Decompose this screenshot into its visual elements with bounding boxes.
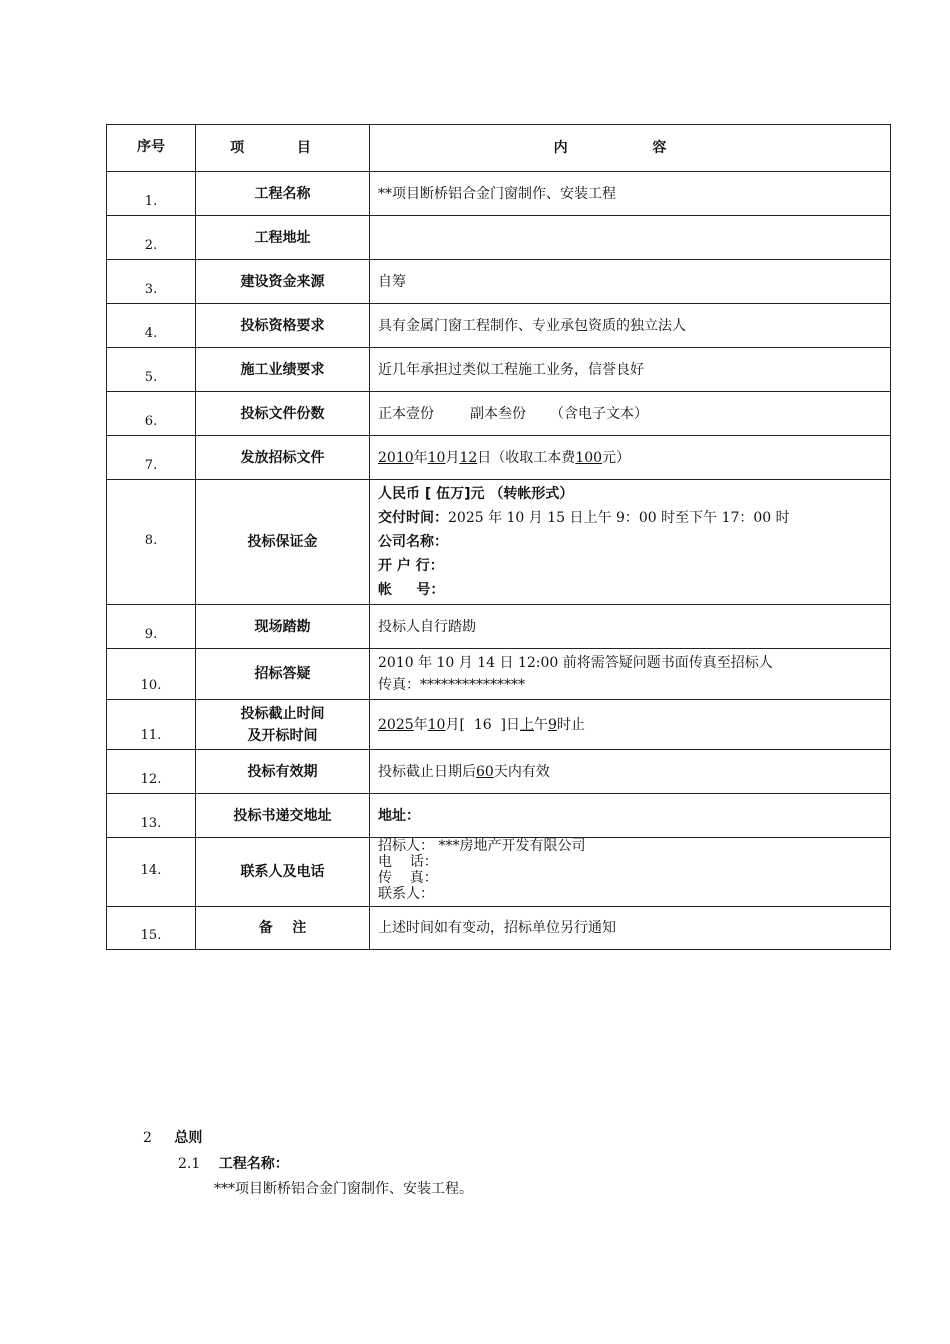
deposit-time-text: 2025 年 10 月 15 日上午 9：00 时至下午 17：00 时 (448, 510, 790, 526)
table-row (107, 838, 891, 907)
header-content: 内 容 (370, 125, 891, 172)
row-number: 8. (107, 480, 196, 605)
deadline-year: 2025 (378, 716, 414, 733)
row-item: 现场踏勘 (196, 605, 370, 649)
row-content: 自筹 (370, 260, 891, 304)
header-serial: 序号 (107, 125, 196, 172)
validity-pre: 投标截止日期后 (378, 763, 476, 780)
row-content: 近几年承担过类似工程施工业务，信誉良好 (370, 348, 891, 392)
row-content: 地址： (370, 794, 891, 838)
header-item: 项 目 (196, 125, 370, 172)
row-item: 投标文件份数 (196, 392, 370, 436)
deposit-amount: 人民币 [ 伍万]元 （转帐形式） (378, 486, 574, 502)
row-number: 9. (107, 605, 196, 649)
row-content: 上述时间如有变动，招标单位另行通知 (370, 907, 891, 950)
row-content (370, 649, 891, 700)
qa-fax: 传真：*************** (378, 677, 525, 693)
deposit-time-label: 交付时间： (378, 510, 448, 526)
table-row (107, 304, 891, 348)
table-row (107, 907, 891, 950)
row-content (370, 838, 891, 907)
row-content (370, 750, 891, 794)
fax-label: 传 真： (378, 870, 438, 886)
bank-label: 开 户 行： (378, 558, 444, 574)
row-number: 14. (107, 838, 196, 907)
deposit-time (378, 506, 882, 530)
row-item-line2: 及开标时间 (247, 727, 318, 744)
subsection-heading (178, 1153, 289, 1173)
row-number: 4. (107, 304, 196, 348)
row-item (196, 700, 370, 750)
deadline-ampm: 上 (520, 716, 535, 733)
row-number: 5. (107, 348, 196, 392)
year-label: 年 (413, 716, 428, 733)
row-number: 1. (107, 172, 196, 216)
table-row (107, 436, 891, 480)
section-body: ***项目断桥铝合金门窗制作、安装工程。 (214, 1181, 473, 1197)
fee-amount: 100 (575, 449, 603, 466)
row-number: 13. (107, 794, 196, 838)
subsection-title: 工程名称： (218, 1156, 289, 1172)
phone-label: 电 话： (378, 854, 438, 870)
row-content (370, 436, 891, 480)
hour-label: 时止 (556, 716, 585, 733)
row-item: 工程名称 (196, 172, 370, 216)
duplicate-copies: 副本叁份 (470, 405, 526, 422)
row-content (370, 700, 891, 750)
row-item: 联系人及电话 (196, 838, 370, 907)
row-number: 6. (107, 392, 196, 436)
table-row (107, 216, 891, 260)
row-item: 投标资格要求 (196, 304, 370, 348)
table-row (107, 605, 891, 649)
row-number: 7. (107, 436, 196, 480)
section-heading (143, 1127, 202, 1147)
row-number: 10. (107, 649, 196, 700)
section-title: 总则 (174, 1130, 203, 1146)
issue-year: 2010 (378, 449, 414, 466)
validity-post: 天内有效 (493, 763, 550, 780)
table-row (107, 392, 891, 436)
electronic-note: （含电子文本） (550, 405, 648, 422)
table-row (107, 794, 891, 838)
row-content (370, 392, 891, 436)
row-item: 招标答疑 (196, 649, 370, 700)
row-content: 投标人自行踏勘 (370, 605, 891, 649)
year-label: 年 (413, 449, 428, 466)
subsection-number: 2.1 (178, 1156, 201, 1172)
row-item: 施工业绩要求 (196, 348, 370, 392)
qa-deadline: 2010 年 10 月 14 日 12:00 前将需答疑问题书面传真至招标人 (378, 655, 773, 671)
row-item: 建设资金来源 (196, 260, 370, 304)
row-item: 投标书递交地址 (196, 794, 370, 838)
row-item: 投标保证金 (196, 480, 370, 605)
month-label: 月 (445, 449, 460, 466)
table-row (107, 172, 891, 216)
row-item: 发放招标文件 (196, 436, 370, 480)
issue-month: 10 (427, 449, 446, 466)
row-content: 具有金属门窗工程制作、专业承包资质的独立法人 (370, 304, 891, 348)
deadline-hour: 9 (548, 716, 557, 733)
row-item: 投标有效期 (196, 750, 370, 794)
bid-info-table (106, 124, 891, 950)
row-number: 15. (107, 907, 196, 950)
table-row (107, 260, 891, 304)
table-row (107, 480, 891, 605)
row-item: 工程地址 (196, 216, 370, 260)
ampm-label: 午 (534, 716, 549, 733)
row-number: 2. (107, 216, 196, 260)
section-number: 2 (143, 1130, 152, 1146)
tenderer-line: 招标人： ***房地产开发有限公司 (378, 838, 586, 854)
original-copies: 正本壹份 (378, 405, 434, 422)
row-content: **项目断桥铝合金门窗制作、安装工程 (370, 172, 891, 216)
account-label: 帐 号： (378, 582, 445, 598)
issue-day: 12 (459, 449, 478, 466)
table-header-row (107, 125, 891, 172)
row-number: 3. (107, 260, 196, 304)
deadline-month: 10 (427, 716, 446, 733)
contact-label: 联系人： (378, 886, 434, 902)
validity-days: 60 (476, 763, 494, 780)
row-item: 备 注 (196, 907, 370, 950)
table-row (107, 700, 891, 750)
row-item-line1: 投标截止时间 (240, 705, 325, 722)
day-label: 日（收取工本费 (477, 449, 576, 466)
table-row (107, 348, 891, 392)
row-content (370, 480, 891, 605)
table-row (107, 750, 891, 794)
row-content (370, 216, 891, 260)
deadline-day: 月[ 16 ]日 (445, 716, 521, 733)
row-number: 12. (107, 750, 196, 794)
row-number: 11. (107, 700, 196, 750)
fee-label: 元） (602, 449, 631, 466)
table-row (107, 649, 891, 700)
company-name-label: 公司名称： (378, 534, 448, 550)
